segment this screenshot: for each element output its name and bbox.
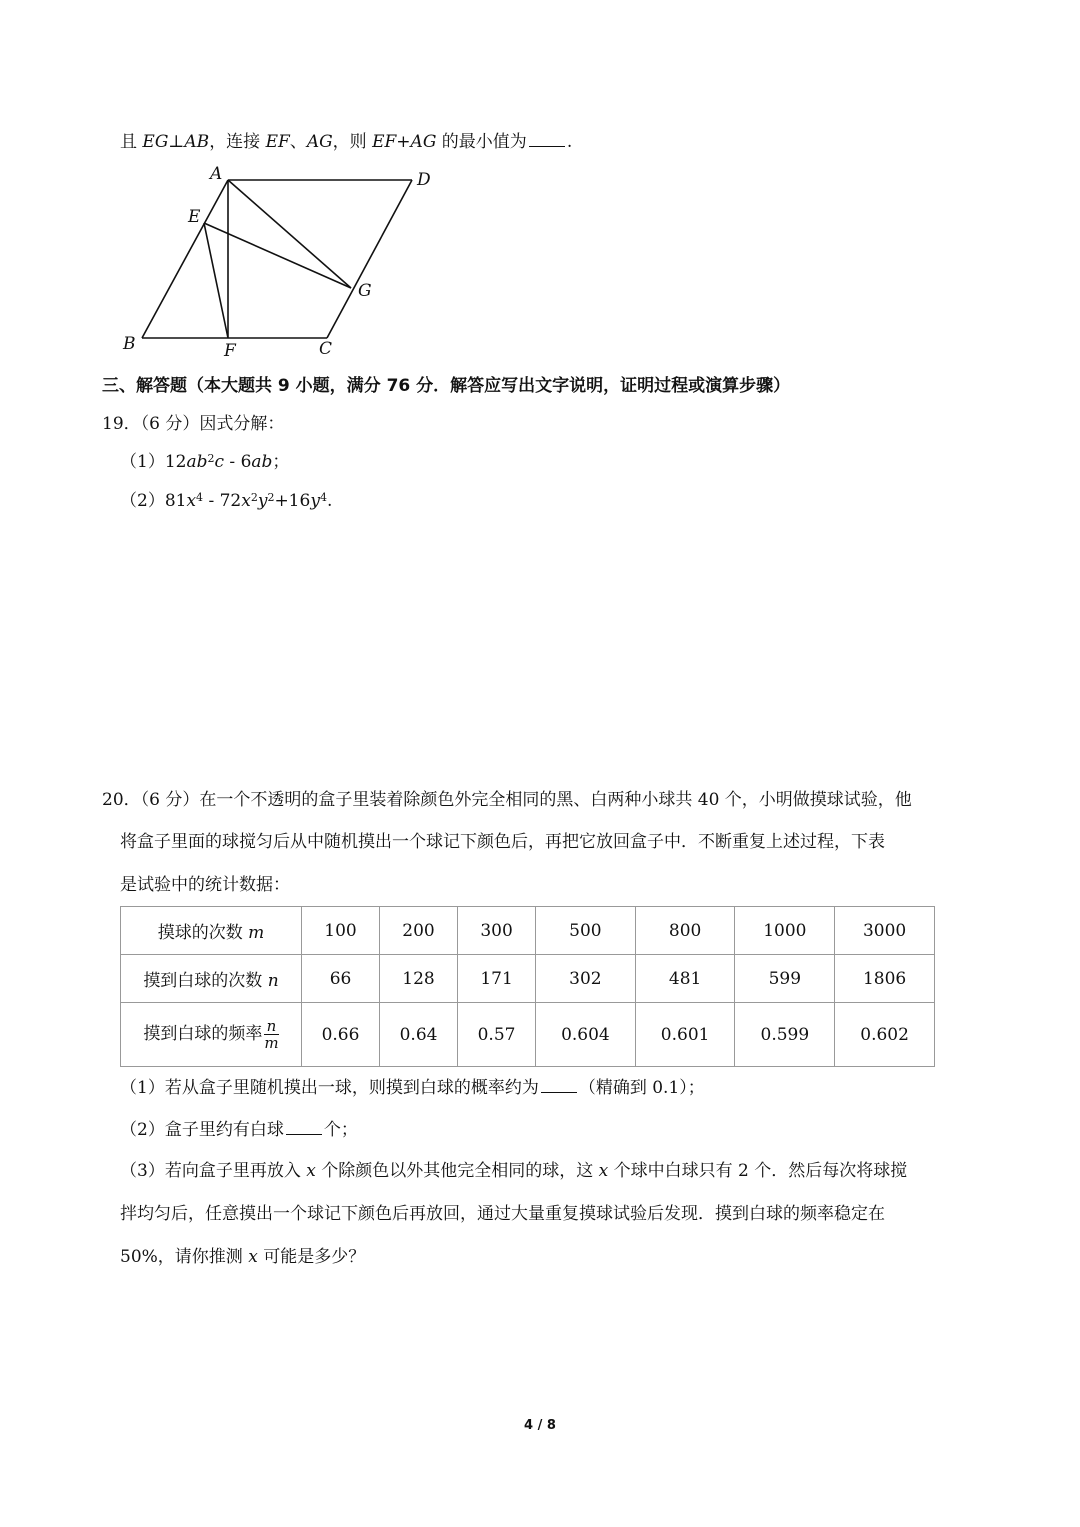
question-20-part-3-line-1: （3）若向盒子里再放入 x 个除颜色以外其他完全相同的球，这 x 个球中白球只有 2 个．然后每次将球搅 — [120, 1161, 908, 1181]
table-cell: 0.64 — [380, 1003, 458, 1067]
fraction-n-over-m: $\frac{n}{m}$ — [264, 1017, 279, 1052]
table-cell: 1000 — [735, 907, 835, 955]
answer-blank — [286, 1119, 322, 1135]
question-20-part-1: （1）若从盒子里随机摸出一球，则摸到白球的概率约为 （精确到 0.1）； — [120, 1078, 705, 1098]
label-F: F — [224, 341, 236, 361]
row-header-white-count: 摸到白球的次数 n — [121, 955, 302, 1003]
label-B: B — [123, 334, 136, 354]
table-cell: 0.599 — [735, 1003, 835, 1067]
page-number: 4 / 8 — [524, 1418, 556, 1433]
table-cell: 0.57 — [458, 1003, 536, 1067]
label-G: G — [358, 281, 372, 301]
segment-DC — [327, 180, 412, 338]
segment-BA — [142, 180, 228, 338]
table-cell: 100 — [302, 907, 380, 955]
question-19-part-2: $(2)81x^4$ ‑ $72x^2y^2+16y^4$. — [120, 491, 333, 511]
question-20-part-3-line-2: 拌均匀后，任意摸出一个球记下颜色后再放回，通过大量重复摸球试验后发现．摸到白球的频率稳定在 — [120, 1204, 885, 1224]
section-3-heading: 三、解答题（本大题共 9 小题，满分 76 分．解答应写出文字说明，证明过程或演算步骤） — [102, 376, 791, 396]
question-20-line-3: 是试验中的统计数据： — [120, 875, 290, 895]
label-E: E — [188, 207, 201, 227]
question-18-tail: 且 EG⊥AB，连接 EF、AG，则 EF+AG 的最小值为 . — [120, 132, 573, 152]
table-cell: 0.601 — [635, 1003, 735, 1067]
table-cell: 302 — [536, 955, 636, 1003]
table-cell: 0.66 — [302, 1003, 380, 1067]
parallelogram-figure — [115, 160, 455, 365]
question-20-line-2: 将盒子里面的球搅匀后从中随机摸出一个球记下颜色后，再把它放回盒子中．不断重复上述过程，下表 — [120, 832, 885, 852]
segment-AG — [228, 180, 351, 288]
question-20-part-3-line-3: 50%，请你推测 x 可能是多少？ — [120, 1247, 366, 1267]
table-cell: 200 — [380, 907, 458, 955]
table-cell: 1806 — [835, 955, 935, 1003]
question-20-part-2: （2）盒子里约有白球 个； — [120, 1120, 358, 1140]
trial-statistics-table — [120, 906, 935, 1067]
label-C: C — [319, 339, 333, 359]
segment-EF — [204, 223, 228, 338]
table-row — [121, 1003, 935, 1067]
table-cell: 300 — [458, 907, 536, 955]
table-cell: 128 — [380, 955, 458, 1003]
table-cell: 171 — [458, 955, 536, 1003]
answer-blank — [529, 131, 565, 147]
label-D: D — [417, 170, 431, 190]
table-cell: 3000 — [835, 907, 935, 955]
segment-EG — [204, 223, 351, 288]
answer-blank — [541, 1077, 577, 1093]
table-cell: 66 — [302, 955, 380, 1003]
table-row — [121, 955, 935, 1003]
question-20-line-1: 20．（6 分）在一个不透明的盒子里装着除颜色外完全相同的黑、白两种小球共 40 个，小明做摸球试验，他 — [102, 790, 912, 810]
table-cell: 0.602 — [835, 1003, 935, 1067]
row-header-frequency: 摸到白球的频率 $\frac{n}{m}$ — [121, 1003, 302, 1067]
table-cell: 481 — [635, 955, 735, 1003]
table-row — [121, 907, 935, 955]
table-cell: 599 — [735, 955, 835, 1003]
question-19-title: 19．（6 分）因式分解： — [102, 414, 285, 434]
row-header-trials: 摸球的次数 m — [121, 907, 302, 955]
table-cell: 0.604 — [536, 1003, 636, 1067]
table-cell: 800 — [635, 907, 735, 955]
table-cell: 500 — [536, 907, 636, 955]
question-19-part-1: $(1)12ab^2c$ ‑ 6ab； — [120, 452, 290, 472]
label-A: A — [210, 164, 223, 184]
